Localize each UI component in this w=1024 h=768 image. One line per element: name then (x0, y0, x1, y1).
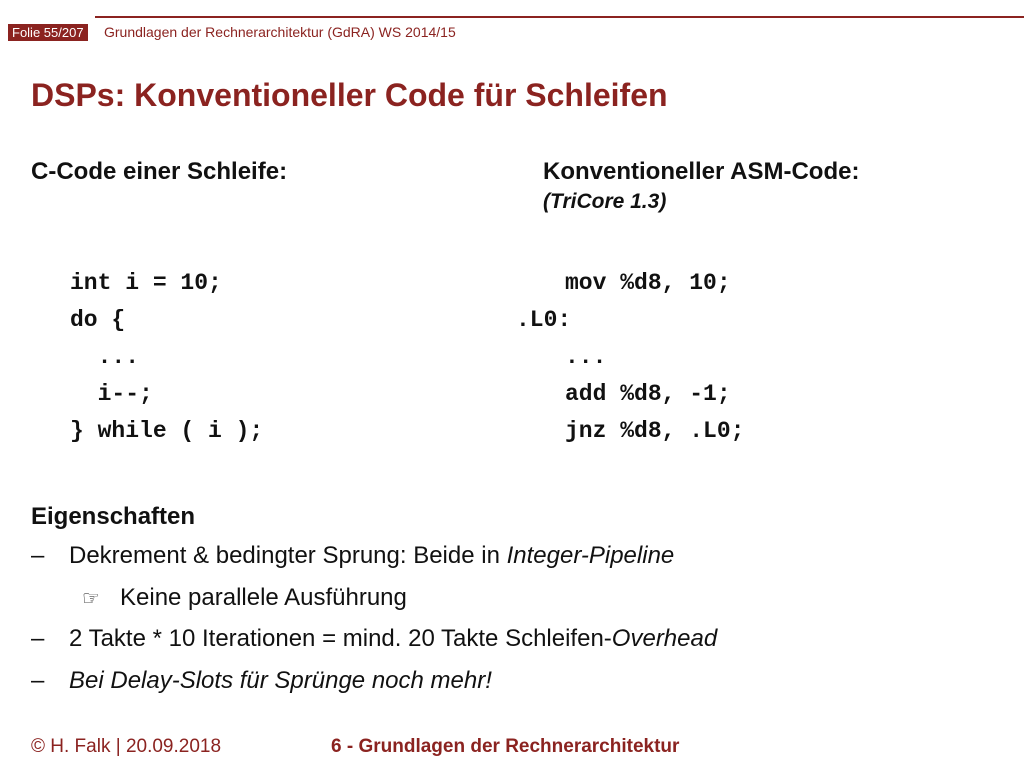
property-item (31, 625, 717, 653)
asm-code-line: add %d8, -1; (565, 381, 731, 407)
property-item (31, 667, 492, 695)
property-text: 2 Takte * 10 Iterationen = mind. 20 Takte Schleifen- (69, 625, 612, 652)
asm-code-subheading: (TriCore 1.3) (543, 190, 667, 213)
property-italic-text: Integer-Pipeline (506, 542, 675, 569)
course-title: Grundlagen der Rechnerarchitektur (GdRA) WS 2014/15 (104, 24, 456, 40)
slide-title: DSPs: Konventioneller Code für Schleifen (31, 77, 668, 113)
asm-code-line: ... (565, 344, 607, 370)
header-rule (95, 16, 1024, 18)
property-text: Keine parallele Ausführung (120, 584, 407, 611)
c-code-line: ... (70, 344, 140, 370)
asm-code-heading: Konventioneller ASM-Code: (543, 158, 860, 185)
asm-code-line: .L0: (516, 307, 572, 333)
bullet-dash: – (31, 542, 45, 569)
pointing-hand-icon: ☞ (82, 586, 100, 610)
slide-number-tag: Folie 55/207 (8, 24, 88, 41)
properties-heading: Eigenschaften (31, 503, 196, 530)
c-code-line: } while ( i ); (70, 418, 264, 444)
asm-code-line: jnz %d8, .L0; (565, 418, 745, 444)
property-italic-text: Bei Delay-Slots für Sprünge noch mehr! (69, 667, 492, 694)
property-item (31, 542, 674, 570)
property-italic-text: Overhead (611, 625, 718, 652)
bullet-dash: – (31, 625, 45, 652)
footer-chapter: 6 - Grundlagen der Rechnerarchitektur (331, 736, 680, 757)
property-text: Dekrement & bedingter Sprung: Beide in (69, 542, 507, 569)
bullet-dash: – (31, 667, 45, 694)
c-code-heading: C-Code einer Schleife: (31, 158, 288, 185)
asm-code-line: mov %d8, 10; (565, 270, 731, 296)
property-subitem (82, 584, 407, 612)
c-code-line: int i = 10; (70, 270, 222, 296)
c-code-line: do { (70, 307, 126, 333)
c-code-line: i--; (70, 381, 153, 407)
footer-author-date: © H. Falk | 20.09.2018 (31, 736, 222, 757)
